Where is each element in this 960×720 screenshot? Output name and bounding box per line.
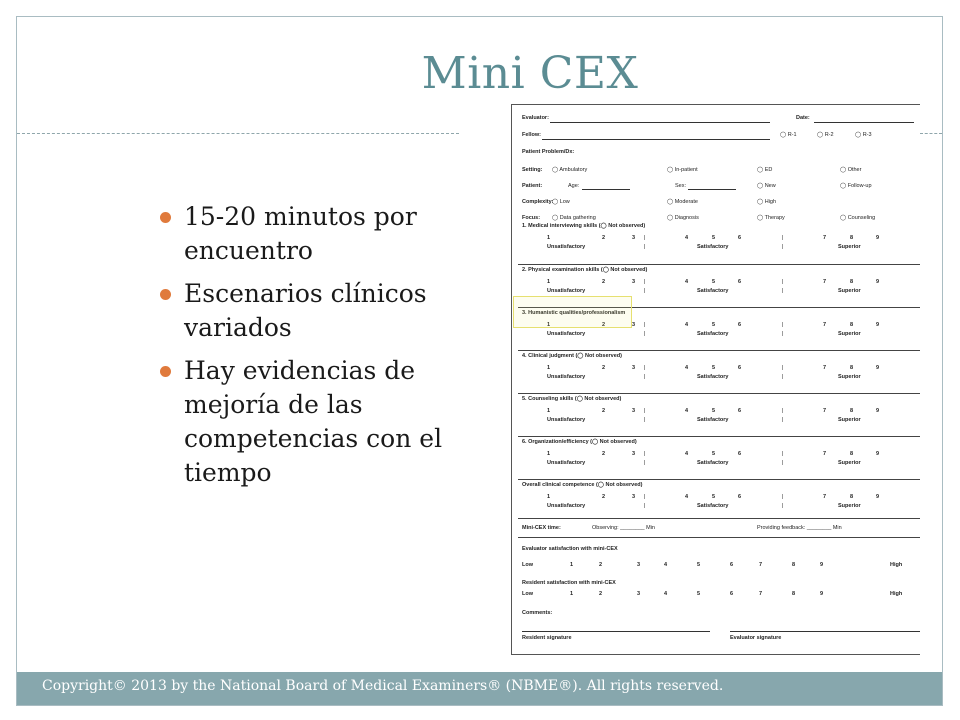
scale-number: 1 [547,494,551,500]
scale-number: 7 [823,451,827,457]
scale-number: 3 [632,451,636,457]
scale-number: 1 [547,451,551,457]
scale-number: 6 [738,322,742,328]
focus-opt: ◯ Counseling [840,215,876,221]
scale-label-superior: Superior [838,460,861,466]
sat-number: 5 [697,591,701,597]
scale-divider: | [644,374,646,380]
scale-number: 2 [602,494,606,500]
rating-section-title: 1. Medical interviewing skills (◯ Not observed) [522,223,646,229]
scale-number: 1 [547,235,551,241]
title-divider-right [920,133,942,134]
complexity-opt: ◯ Low [552,199,570,205]
bullet-item [160,200,490,268]
scale-number: 7 [823,322,827,328]
scale-number: 6 [738,279,742,285]
complexity-label: Complexity: [522,199,554,205]
scale-label-satisfactory: Satisfactory [697,244,729,250]
sat-number: 3 [637,591,641,597]
rating-section-title: Overall clinical competence (◯ Not observed) [522,482,643,488]
level-r3: ◯ R-3 [855,132,872,138]
scale-divider: | [782,451,784,457]
scale-number: 7 [823,279,827,285]
rating-section-title: 4. Clinical judgment (◯ Not observed) [522,353,622,359]
scale-number: 4 [685,494,689,500]
scale-number: 9 [876,408,880,414]
observing-label: Observing: ________ Min [592,525,655,531]
setting-opt: ◯ Other [840,167,862,173]
scale-number: 6 [738,365,742,371]
rating-section-title: 6. Organization/efficiency (◯ Not observed) [522,439,637,445]
scale-divider: | [644,408,646,414]
bullet-item [160,277,490,345]
scale-number: 8 [850,279,854,285]
sat-number: 4 [664,562,668,568]
bullet-text: 15-20 minutos por encuentro [184,202,417,265]
scale-divider: | [644,365,646,371]
evaluator-signature-label: Evaluator signature [730,635,782,641]
level-r2: ◯ R-2 [817,132,834,138]
scale-divider: | [644,417,646,423]
scale-number: 6 [738,451,742,457]
bullet-dot-icon [160,366,171,377]
bullet-list [160,200,490,499]
scale-number: 4 [685,451,689,457]
sat-number: 7 [759,591,763,597]
focus-opt: ◯ Data gathering [552,215,596,221]
scale-divider: | [644,288,646,294]
section-divider [518,436,920,437]
complexity-opt: ◯ High [757,199,776,205]
sat-number: 4 [664,591,668,597]
scale-label-unsatisfactory: Unsatisfactory [547,503,586,509]
scale-label-superior: Superior [838,417,861,423]
scale-number: 7 [823,494,827,500]
focus-label: Focus: [522,215,541,221]
sat-number: 6 [730,591,734,597]
scale-divider: | [782,365,784,371]
scale-number: 3 [632,365,636,371]
sat-number: 1 [570,591,574,597]
scale-divider: | [782,288,784,294]
focus-opt: ◯ Therapy [757,215,785,221]
scale-label-satisfactory: Satisfactory [697,503,729,509]
sat-high: High [890,562,903,568]
scale-number: 5 [712,408,716,414]
bullet-text: Hay evidencias de mejoría de las competencias con el tiempo [184,356,443,487]
sat-low: Low [522,591,533,597]
scale-label-satisfactory: Satisfactory [697,288,729,294]
mini-cex-form-image [511,104,920,655]
bullet-item [160,354,490,490]
fellow-label: Fellow: [522,132,541,138]
scale-number: 2 [602,279,606,285]
sat-low: Low [522,562,533,568]
patient-opt: ◯ New [757,183,776,189]
sat-number: 1 [570,562,574,568]
sat-number: 9 [820,591,824,597]
title-divider-left [17,133,459,134]
scale-number: 9 [876,494,880,500]
scale-number: 5 [712,451,716,457]
sat-number: 7 [759,562,763,568]
scale-number: 3 [632,279,636,285]
sat-number: 6 [730,562,734,568]
scale-divider: | [644,460,646,466]
scale-number: 5 [712,279,716,285]
scale-label-satisfactory: Satisfactory [697,374,729,380]
section-divider [518,264,920,265]
sat-number: 8 [792,591,796,597]
patient-label: Patient: [522,183,543,189]
scale-divider: | [644,322,646,328]
level-r1: ◯ R-1 [780,132,797,138]
scale-divider: | [782,374,784,380]
scale-label-satisfactory: Satisfactory [697,460,729,466]
scale-number: 7 [823,365,827,371]
scale-label-satisfactory: Satisfactory [697,331,729,337]
scale-divider: | [644,503,646,509]
scale-number: 9 [876,322,880,328]
scale-number: 1 [547,365,551,371]
resident-signature-label: Resident signature [522,635,572,641]
scale-number: 8 [850,235,854,241]
scale-number: 1 [547,408,551,414]
scale-divider: | [782,279,784,285]
footer-copyright: Copyright© 2013 by the National Board of Medical Examiners® (NBME®). All rights reserved. [42,678,724,694]
scale-number: 5 [712,494,716,500]
scale-divider: | [782,408,784,414]
section-divider [518,350,920,351]
scale-number: 8 [850,494,854,500]
rating-section-title: 5. Counseling skills (◯ Not observed) [522,396,622,402]
scale-number: 2 [602,365,606,371]
scale-label-superior: Superior [838,288,861,294]
scale-number: 4 [685,235,689,241]
scale-label-unsatisfactory: Unsatisfactory [547,374,586,380]
scale-number: 1 [547,279,551,285]
slide-title: Mini CEX [421,48,639,99]
sat-number: 2 [599,562,603,568]
scale-number: 4 [685,279,689,285]
scale-number: 5 [712,235,716,241]
scale-number: 6 [738,408,742,414]
focus-opt: ◯ Diagnosis [667,215,699,221]
bullet-dot-icon [160,289,171,300]
rating-section-title: 2. Physical examination skills (◯ Not observed) [522,267,648,273]
scale-label-unsatisfactory: Unsatisfactory [547,460,586,466]
scale-number: 1 [547,322,551,328]
sat-number: 2 [599,591,603,597]
scale-divider: | [782,331,784,337]
date-label: Date: [796,115,810,121]
scale-label-unsatisfactory: Unsatisfactory [547,244,586,250]
age-label: Age: [568,183,580,189]
scale-divider: | [782,417,784,423]
sat-number: 8 [792,562,796,568]
scale-number: 4 [685,365,689,371]
scale-divider: | [644,279,646,285]
feedback-label: Providing feedback: ________ Min [757,525,842,531]
highlight-box [513,296,632,328]
setting-label: Setting: [522,167,543,173]
section-divider [518,479,920,480]
scale-divider: | [782,322,784,328]
scale-divider: | [644,494,646,500]
scale-number: 2 [602,451,606,457]
scale-label-unsatisfactory: Unsatisfactory [547,417,586,423]
setting-opt: ◯ ED [757,167,773,173]
patient-opt: ◯ Follow-up [840,183,872,189]
scale-number: 3 [632,494,636,500]
section-divider [518,393,920,394]
scale-number: 3 [632,408,636,414]
scale-number: 2 [602,322,606,328]
scale-label-superior: Superior [838,331,861,337]
scale-number: 7 [823,408,827,414]
sat-number: 5 [697,562,701,568]
setting-opt: ◯ Ambulatory [552,167,588,173]
scale-number: 8 [850,451,854,457]
scale-divider: | [644,244,646,250]
comments-label: Comments: [522,610,553,616]
scale-number: 4 [685,322,689,328]
sex-label: Sex: [675,183,687,189]
eval-sat-label: Evaluator satisfaction with mini-CEX [522,546,618,552]
sat-number: 9 [820,562,824,568]
scale-label-satisfactory: Satisfactory [697,417,729,423]
scale-divider: | [782,503,784,509]
time-label: Mini-CEX time: [522,525,561,531]
complexity-opt: ◯ Moderate [667,199,698,205]
evaluator-label: Evaluator: [522,115,549,121]
scale-number: 3 [632,322,636,328]
scale-number: 9 [876,365,880,371]
rating-section-title: 3. Humanistic qualities/professionalism [522,310,626,316]
scale-number: 6 [738,494,742,500]
scale-number: 7 [823,235,827,241]
scale-number: 2 [602,408,606,414]
scale-number: 9 [876,451,880,457]
scale-label-superior: Superior [838,503,861,509]
scale-divider: | [782,244,784,250]
scale-number: 9 [876,235,880,241]
scale-number: 2 [602,235,606,241]
sat-high: High [890,591,903,597]
scale-number: 8 [850,408,854,414]
scale-divider: | [782,460,784,466]
scale-divider: | [782,235,784,241]
scale-divider: | [644,331,646,337]
scale-number: 9 [876,279,880,285]
scale-number: 8 [850,322,854,328]
scale-label-superior: Superior [838,244,861,250]
scale-number: 5 [712,322,716,328]
bullet-dot-icon [160,212,171,223]
res-sat-label: Resident satisfaction with mini-CEX [522,580,616,586]
scale-divider: | [644,451,646,457]
scale-number: 3 [632,235,636,241]
scale-number: 6 [738,235,742,241]
scale-divider: | [644,235,646,241]
patient-problem-label: Patient Problem/Dx: [522,149,575,155]
bullet-text: Escenarios clínicos variados [184,279,427,342]
scale-label-superior: Superior [838,374,861,380]
sat-number: 3 [637,562,641,568]
scale-number: 4 [685,408,689,414]
scale-number: 5 [712,365,716,371]
scale-number: 8 [850,365,854,371]
scale-label-unsatisfactory: Unsatisfactory [547,288,586,294]
scale-label-unsatisfactory: Unsatisfactory [547,331,586,337]
scale-divider: | [782,494,784,500]
setting-opt: ◯ In-patient [667,167,698,173]
